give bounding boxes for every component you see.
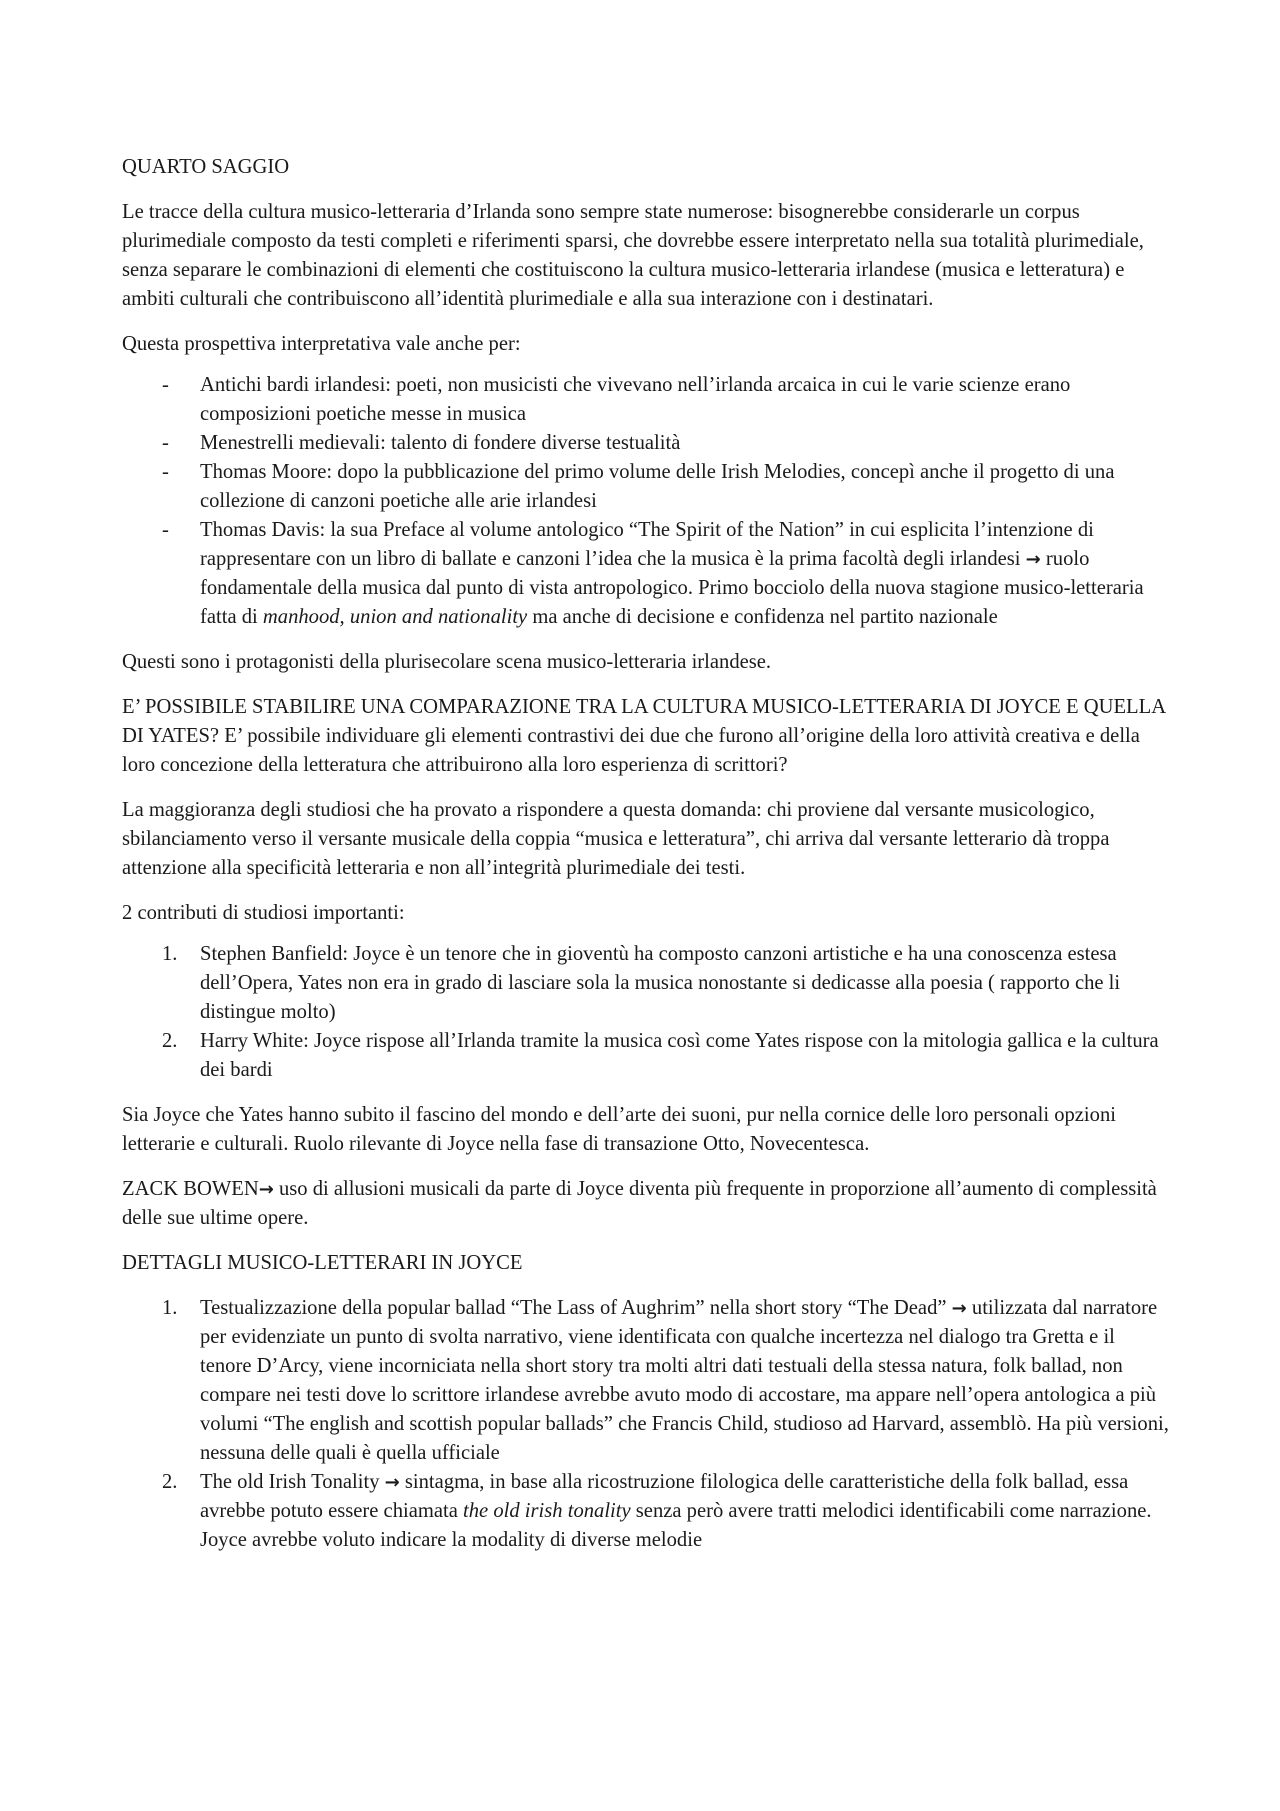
list-item-text-part: senza però avere tratti melodici identificabili come narrazione. Joyce avrebbe voluto indicare la modality di diverse melodie — [200, 1500, 1152, 1551]
bowen-name: ZACK BOWEN — [122, 1178, 259, 1200]
list-item-text-part: Thomas Davis: la sua Preface al volume antologico “The Spirit of the Nation” in cui esplicita l’intenzione di rappresentare con un libro di ballate e canzoni l’idea che la musica è la prima facoltà degli irlandesi — [200, 519, 1094, 570]
italic-phrase: the old irish tonality — [463, 1500, 631, 1522]
list-item-text-part: sintagma, in base alla ricostruzione filologica delle caratteristiche della folk ballad, essa avrebbe potuto essere chiamata — [200, 1471, 1129, 1522]
list-item-text-part: ruolo fondamentale della musica dal punto di vista antropologico. Primo bocciolo della nuova stagione musico-letteraria fatta di — [200, 548, 1144, 628]
list-item-text-part: utilizzata dal narratore per evidenziate un punto di svolta narrativo, viene identificata con qualche incertezza nel dialogo tra Gretta e il tenore D’Arcy, viene incorniciata nella short story tra molti altri dati testuali della stessa natura, folk ballad, non compare nei testi dove lo scrittore irlandese avrebbe avuto modo di accostare, ma appare nell’opera antologica a più volumi “The english and scottish popular ballads” che Francis Child, studioso ad Harvard, assemblò. Ha più versioni, nessuna delle quali è quella ufficiale — [200, 1297, 1169, 1464]
question-paragraph: E’ POSSIBILE STABILIRE UNA COMPARAZIONE TRA LA CULTURA MUSICO-LETTERARIA DI JOYCE E QUELLA DI YATES? E’ possibile individuare gli elementi contrastivi dei due che furono all’origine della loro attività creativa e della loro concezione della letteratura che attribuirono alla loro esperienza di scrittori? — [122, 696, 1165, 776]
list-marker: - — [162, 432, 169, 454]
list-number: 1. — [162, 943, 178, 965]
list-item — [122, 1294, 1170, 1468]
list-number: 1. — [162, 1297, 178, 1319]
bowen-text: uso di allusioni musicali da parte di Joyce diventa più frequente in proporzione all’aumento di complessità delle sue ultime opere. — [122, 1178, 1157, 1229]
perspective-paragraph: Questa prospettiva interpretativa vale anche per: — [122, 333, 521, 355]
bowen-paragraph — [122, 1175, 1170, 1233]
list-item-text-part: ma anche di decisione e confidenza nel partito nazionale — [527, 606, 998, 628]
list-marker: - — [162, 374, 169, 396]
list-marker: - — [162, 461, 169, 483]
list-number: 2. — [162, 1030, 178, 1052]
list-item — [122, 458, 1170, 516]
scholars-list — [122, 940, 1170, 1085]
list-item-text: Harry White: Joyce rispose all’Irlanda tramite la musica così come Yates rispose con la mitologia gallica e la cultura dei bardi — [200, 1030, 1159, 1081]
arrow-right-icon: → — [1025, 549, 1041, 570]
arrow-right-icon: → — [384, 1472, 400, 1493]
italic-phrase: manhood, union and nationality — [262, 606, 528, 628]
list-item — [122, 1468, 1170, 1555]
list-marker: - — [162, 519, 169, 541]
section-heading-dettagli: DETTAGLI MUSICO-LETTERARI IN JOYCE — [122, 1252, 523, 1274]
list-item-text: Thomas Moore: dopo la pubblicazione del primo volume delle Irish Melodies, concepì anche il progetto di una collezione di canzoni poetiche alle arie irlandesi — [200, 461, 1115, 512]
list-item-text: Menestrelli medievali: talento di fondere diverse testualità — [200, 432, 681, 454]
list-item — [122, 429, 1170, 458]
list-number: 2. — [162, 1471, 178, 1493]
contributions-paragraph: 2 contributi di studiosi importanti: — [122, 902, 405, 924]
list-item-text-part: The old Irish Tonality — [200, 1471, 385, 1493]
list-item — [122, 516, 1170, 632]
details-list — [122, 1294, 1170, 1555]
document-body — [122, 153, 1170, 1571]
list-item-text: Antichi bardi irlandesi: poeti, non musicisti che vivevano nell’irlanda arcaica in cui le varie scienze erano composizioni poetiche messe in musica — [200, 374, 1071, 425]
section-heading-quarto-saggio: QUARTO SAGGIO — [122, 156, 290, 178]
intro-paragraph: Le tracce della cultura musico-letteraria d’Irlanda sono sempre state numerose: bisognerebbe considerarle un corpus plurimediale composto da testi completi e riferimenti sparsi, che dovrebbe essere interpretato nella sua totalità plurimediale, senza separare le combinazioni di elementi che costituiscono la cultura musico-letteraria irlandese (musica e letteratura) e ambiti culturali che contribuiscono all’identità plurimediale e alla sua interazione con i destinatari. — [122, 201, 1144, 310]
majority-paragraph: La maggioranza degli studiosi che ha provato a rispondere a questa domanda: chi proviene dal versante musicologico, sbilanciamento verso il versante musicale della coppia “musica e letteratura”, chi arriva dal versante letterario dà troppa attenzione alla specificità letteraria e non all’integrità plurimediale dei testi. — [122, 799, 1110, 879]
list-item-text: Stephen Banfield: Joyce è un tenore che in gioventù ha composto canzoni artistiche e ha una conoscenza estesa dell’Opera, Yates non era in grado di lasciare sola la musica nonostante si dedicasse alla poesia ( rapporto che li distingue molto) — [200, 943, 1121, 1023]
list-item — [122, 940, 1170, 1027]
arrow-right-icon: → — [258, 1179, 274, 1200]
protagonists-paragraph: Questi sono i protagonisti della plurisecolare scena musico-letteraria irlandese. — [122, 651, 772, 673]
fascino-paragraph: Sia Joyce che Yates hanno subito il fascino del mondo e dell’arte dei suoni, pur nella cornice delle loro personali opzioni letterarie e culturali. Ruolo rilevante di Joyce nella fase di transazione Otto, Novecentesca. — [122, 1104, 1116, 1155]
arrow-right-icon: → — [951, 1298, 967, 1319]
list-item — [122, 1027, 1170, 1085]
list-item-text-part: Testualizzazione della popular ballad “The Lass of Aughrim” nella short story “The Dead” — [200, 1297, 952, 1319]
list-item — [122, 371, 1170, 429]
protagonists-list — [122, 371, 1170, 632]
